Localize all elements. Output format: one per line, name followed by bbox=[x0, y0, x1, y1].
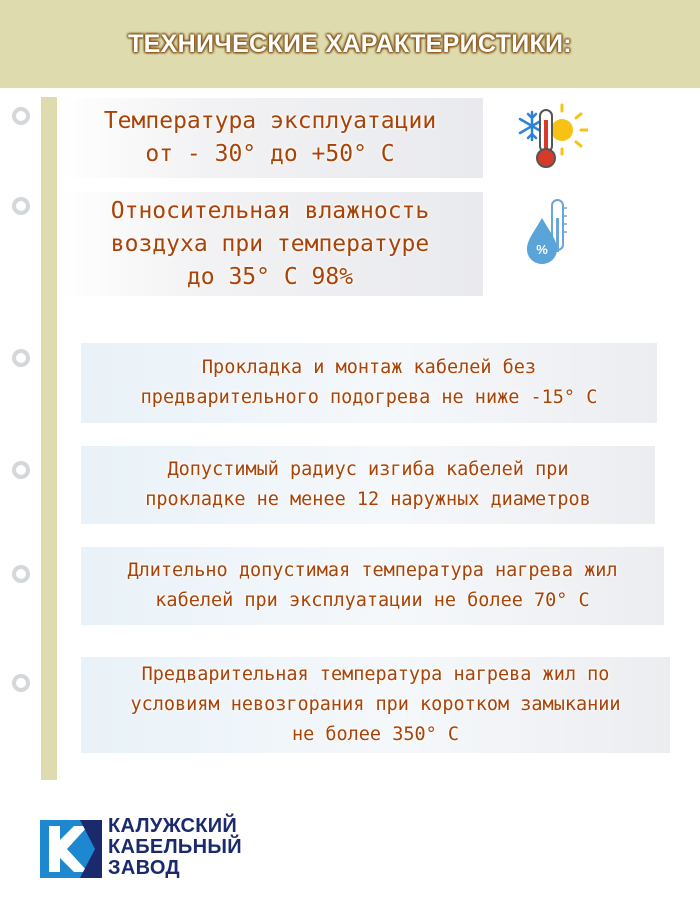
header-banner bbox=[0, 0, 700, 88]
side-decor-bar bbox=[41, 97, 57, 780]
spec-item-short-circuit-temperature bbox=[81, 657, 670, 753]
thermometer-snowflake-sun-icon bbox=[518, 102, 588, 176]
page-title: ТЕХНИЧЕСКИЕ ХАРАКТЕРИСТИКИ: bbox=[128, 29, 572, 58]
spec-item-text: Прокладка и монтаж кабелей без предварительного подогрева не ниже -15° С bbox=[140, 357, 598, 408]
kkz-logo-icon bbox=[40, 818, 102, 884]
logo-line-2: КАБЕЛЬНЫЙ bbox=[108, 836, 242, 858]
spec-item-core-heating-temperature bbox=[81, 547, 664, 625]
bullet-marker bbox=[12, 565, 30, 583]
spec-item-text: Предварительная температура нагрева жил по условиям невозгорания при коротком замыкании не более 350° С bbox=[130, 664, 621, 745]
bullet-marker bbox=[12, 674, 30, 692]
spec-item-installation-temperature bbox=[81, 343, 657, 423]
bullet-marker bbox=[12, 461, 30, 479]
company-logo-text bbox=[108, 816, 278, 879]
logo-line-3: ЗАВОД bbox=[108, 857, 180, 879]
svg-text:%: % bbox=[536, 242, 548, 257]
logo-line-1: КАЛУЖСКИЙ bbox=[108, 815, 238, 837]
spec-item-text: Температура эксплуатации от - 30° до +50° С bbox=[103, 108, 437, 167]
bullet-marker bbox=[12, 349, 30, 367]
bullet-marker bbox=[12, 197, 30, 215]
spec-item-text: Допустимый радиус изгиба кабелей при прокладке не менее 12 наружных диаметров bbox=[145, 459, 591, 510]
spec-item-text: Длительно допустимая температура нагрева жил кабелей при эксплуатации не более 70° С bbox=[127, 560, 618, 611]
humidity-drop-thermometer-icon bbox=[522, 196, 578, 274]
bullet-marker bbox=[12, 107, 30, 125]
spec-item-relative-humidity bbox=[57, 192, 483, 296]
spec-item-operating-temperature bbox=[57, 98, 483, 178]
spec-item-bend-radius bbox=[81, 446, 655, 524]
spec-item-text: Относительная влажность воздуха при температуре до 35° С 98% bbox=[110, 197, 430, 290]
